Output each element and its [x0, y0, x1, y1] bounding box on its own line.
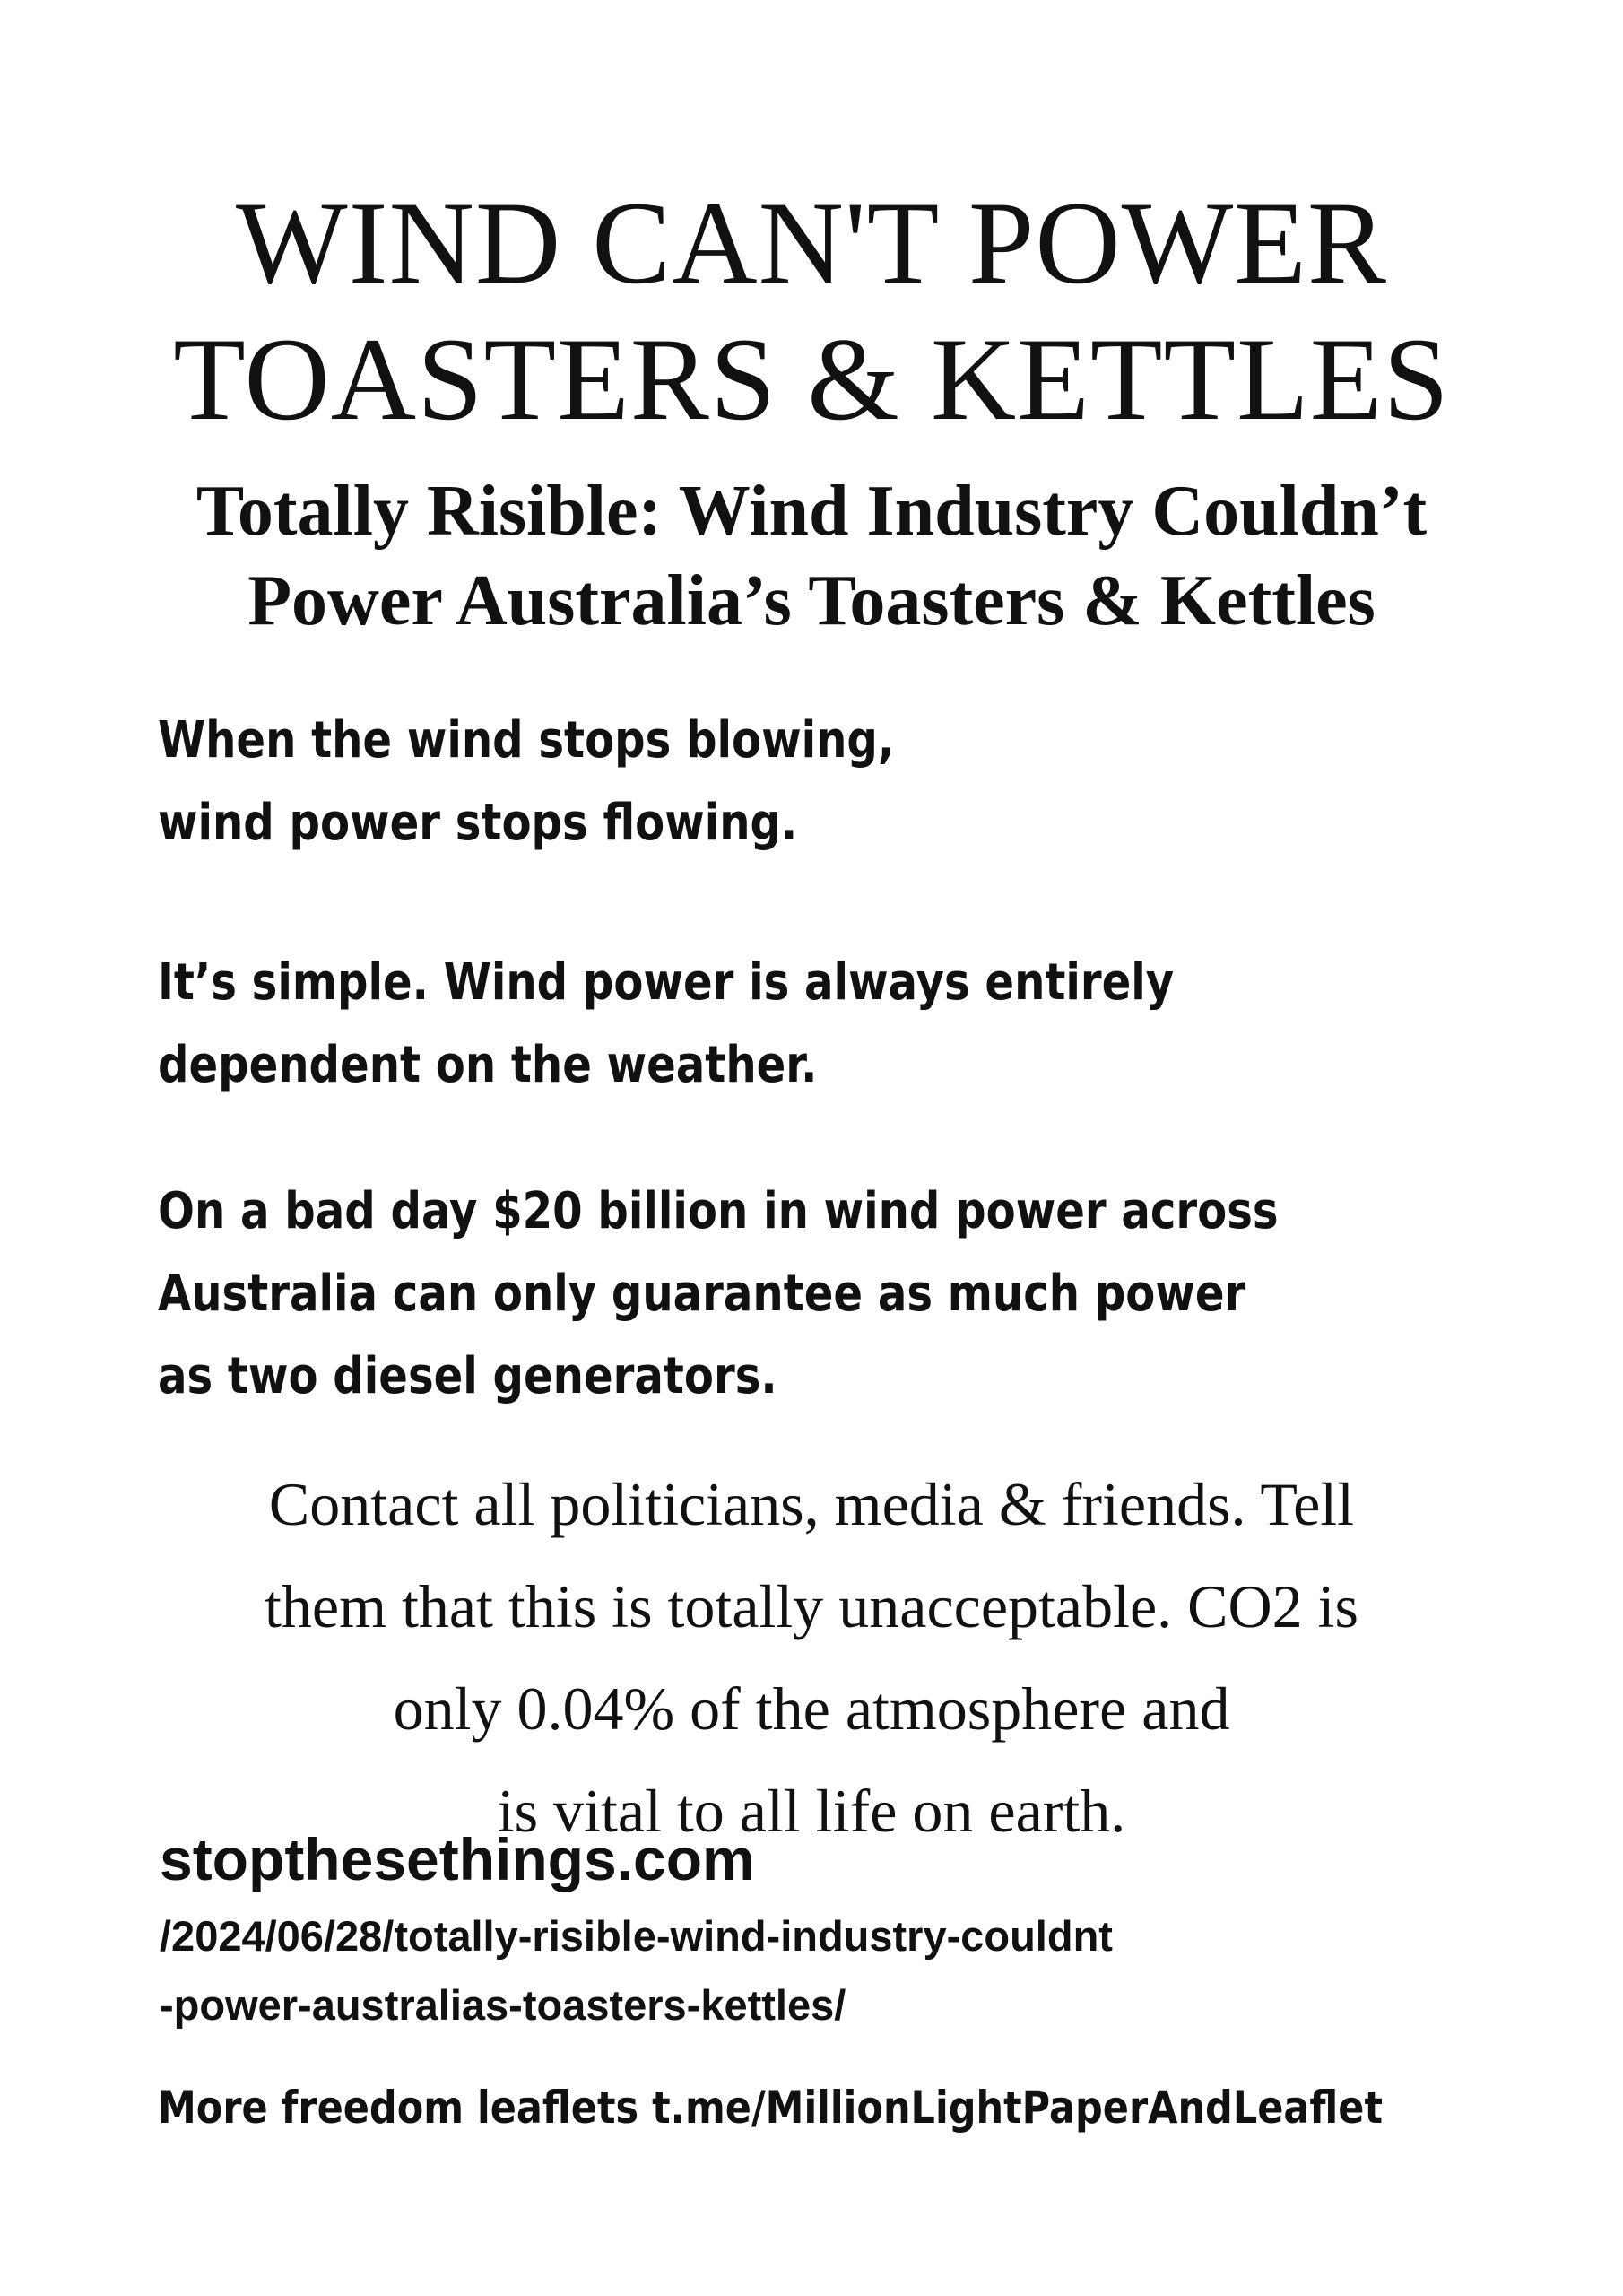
- headline-line-2: TOASTERS & KETTLES: [173, 313, 1450, 445]
- paragraph-line: Australia can only guarantee as much power: [158, 1265, 1246, 1323]
- call-to-action-line-3: only 0.04% of the atmosphere and: [393, 1674, 1230, 1743]
- subheadline-line-2: Power Australia’s Toasters & Kettles: [247, 561, 1376, 640]
- call-to-action-line-4: is vital to all life on earth.: [497, 1777, 1126, 1845]
- paragraph-bad-day: [158, 1170, 1361, 1418]
- paragraph-line: wind power stops flowing.: [158, 794, 798, 852]
- paragraph-line: On a bad day $20 billion in wind power across: [158, 1182, 1279, 1240]
- source-site: stopthesethings.com: [160, 1826, 755, 1892]
- headline-line-1: WIND CAN'T POWER: [236, 177, 1387, 309]
- subheadline-line-1: Totally Risible: Wind Industry Couldn’t: [195, 472, 1428, 551]
- paragraph-line: When the wind stops blowing,: [158, 711, 895, 770]
- paragraph-wind-stops: [158, 700, 1361, 865]
- source-path-line-1: /2024/06/28/totally-risible-wind-industry-couldnt: [160, 1912, 1113, 1960]
- paragraph-line: dependent on the weather.: [158, 1036, 818, 1094]
- paragraph-line: It’s simple. Wind power is always entirely: [158, 953, 1175, 1012]
- call-to-action-line-1: Contact all politicians, media & friends. Tell: [268, 1470, 1355, 1538]
- call-to-action-line-2: them that this is totally unacceptable. CO2 is: [265, 1572, 1358, 1640]
- footer-leaflets-link: More freedom leaflets t.me/MillionLightPaperAndLeaflet: [158, 2082, 1384, 2134]
- paragraph-line: as two diesel generators.: [158, 1347, 777, 1405]
- paragraph-weather-dependent: [158, 942, 1361, 1107]
- source-path-line-2: -power-australias-toasters-kettles/: [160, 1981, 846, 2029]
